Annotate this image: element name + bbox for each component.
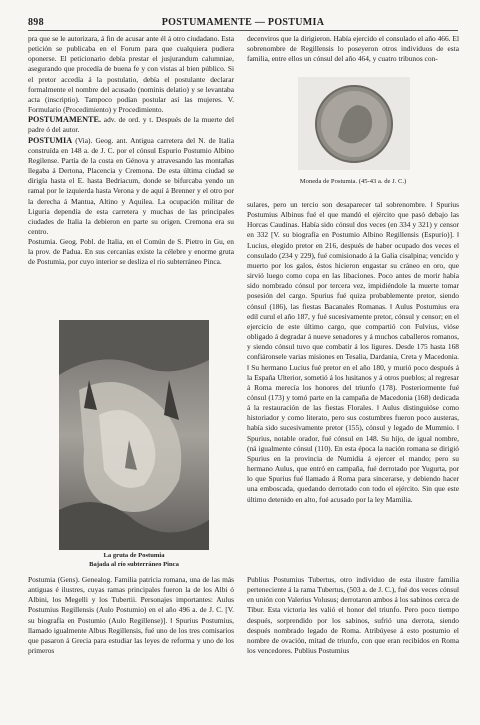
photo-caption [40, 552, 228, 569]
coin-illustration [298, 77, 410, 170]
right-column-middle [247, 200, 459, 570]
running-title: POSTUMAMENTE — POSTUMIA [161, 17, 325, 28]
cave-photograph [59, 320, 209, 550]
left-column-bottom [28, 575, 234, 656]
entry-postumia-geog: Postumia. Geog. Pobl. de Italia, en el Común de S. Pietro in Gu, en la prov. de Padua. En sus cercanías existe la célebre y enorme gruta de Postumia, por cuyo interior se desliza el río subterráneo Pinca. [28, 237, 234, 267]
paragraph-postumii: sulares, pero un tercio son desaparecer tal sobrenombre. ‖ Spurius Postumius Albinus fué el que mandó el ejército que pasó debajo las Horcas Caudinas. Había sido cónsul dos veces (en 334 y 321) y censor en 332 [V. su biografía en Postumio Albino Regillensis (Espurio)]. ‖ Lucius, elegido pretor en 216, después de haber ocupado dos veces el consulado (234 y 229), fué comisionado á la Galia cisalpina; vencido y muerto por los galos, éstos hicieron engastar su cráneo en oro, que sirvió luego como copa en las libaciones. Poco antes de morir había sido nombrado cónsul por tercera vez, impidiéndole la muerte tomar posesión del cargo. Spurius fué quiza probablemente pretor, siendo cónsul (186), las fiestas Bacanales Romanas. ‖ Aulus Postumius era edil curul el año 187, y fué sucesivamente pretor, cónsul y censor; en el ejercicio de este último cargo, que compartió con Fulvius, vióse obligado á degradar á nueve senadores y á muchos caballeros romanos, y siendo cónsul tuvo que combatir á los ligures. Desde 175 hasta 168 confiáronsele varias misiones en Tesalia, Dardania, Creta y Macedonia. ‖ Su hermano Lucius fué pretor en el año 180, y murió poco después á la España Ulterior, sometió á los lusitanos y á otros pueblos; al regresar á Roma merecía los honores del triunfo (178). Posteriormente fué cónsul (173) y tomó parte en la campaña de Macedonia (168) dedicada á la restauración de las fiestas Florales. ‖ Aulus distinguióse como historiador y como literato, pero sus costumbres fueron poco austeras, había sido sucesivamente pretor (155), cónsul y legado de Mummio. ‖ Spurius, notable orador, fué cónsul en 148. Su hijo, de igual nombre, (ná igualmente cónsul (110). En esta época la nación romana se dirigió Spurius en la provincia de Numidia á ejercer el mando; pero su hermano Aulus, que entró en campaña, fué derrotado por Yugurta, por lo que Spurius fué llamado á Roma para sincerarse, y debiendo hacer una emboscada, quedando derrotado con todo el ejército. Sin que este último detenido en alto, fué acusado por la ley Mamilia. [247, 200, 459, 504]
photo-caption-line2: Bajada al río subterráneo Pinca [89, 560, 179, 568]
entry-text: adv. de ord. y t. Después de la muerte del padre ó del autor. [28, 115, 234, 135]
entry-head: POSTUMAMENTE. [28, 115, 102, 125]
page-number: 898 [28, 17, 44, 28]
entry-postumia-via [28, 136, 234, 238]
page-header [28, 17, 458, 31]
paragraph-decenviros: decenviros que la dirigieron. Había ejercido el consulado el año 466. El sobrenombre de Regillensis lo poseyeron otros individuos de esta familia, entre ellos un cónsul del año 464, y cuatro tribunos con- [247, 34, 459, 64]
paragraph-postulatio: pra que se le autorizara, á fin de acusar ante él á otro ciudadano. Esta petición se publicaba en el Forum para que cualquiera pudiera oponerse. El peticionario debía prestar el jusjurandum calumniae, asegurando que procedía de buena fe y con vistas al bien público. Si el pretor accedía á la postulatio, debía el postulante declarar formalmente el nombre del acusado (nominis delatio) y se levantaba acta (inscriptio). Tampoco podían postular así las mujeres. V. Formulario (Procedimiento) y Procedimiento. [28, 34, 234, 115]
entry-postumia-gens: Postumia (Gens). Genealog. Familia patricia romana, una de las más antiguas é ilustres, cuyas ramas principales fueron la de los Albi ó Albini, los Megelli y los Tubertii. Personajes importantes: Aulus Postumius Regillensis (Aulo Postumio) en el año 496 a. de J. C. [V. su biografía en Postumio (Aulo Regillense)]. ‖ Spurius Postumius, llamado igualmente Albus Regillensis, fué uno de los tres comisarios que pasaron á Grecia para estudiar las leyes de reforma y uno de los primeros [28, 575, 234, 656]
paragraph-tubertus: Publius Postumius Tubertus, otro individuo de esta ilustre familia perteneciente á la rama Tubertus, (503 a. de J. C.), fué dos veces cónsul en unión con Valerius Volusus; derrotaron ambos á los sabinos cerca de Tibur. Esta victoria les valió el honor del triunfo. Pero poco tiempo después, sorprendido por los sabinos, sufrió una derrota, siendo después nombrado legado de Roma. Atribúyese á esto postumio el nombre de ovación, mitad de triunfo, con que eran recibidos en Roma los vencedores. Publius Postumius [247, 575, 459, 656]
header-rule [28, 30, 458, 31]
right-column-bottom [247, 575, 459, 656]
entry-head: POSTUMIA [28, 135, 73, 145]
cave-photo-image [59, 320, 209, 550]
coin-caption: Moneda de Postumia. (45-43 a. de J. C.) [299, 178, 407, 185]
coin-image [298, 77, 410, 170]
entry-postumamente [28, 115, 234, 135]
left-column [28, 34, 234, 268]
photo-caption-line1: La gruta de Postumia [103, 552, 165, 559]
right-column [247, 34, 459, 64]
entry-text: (Via). Geog. ant. Antigua carretera del N. de Italia construída en 148 a. de J. C. por el cónsul Espurio Postumio Albino Regilense. Partía de la costa en Génova y atravesando las montañas llegaba á Dertona, Placencia y Cremona. De esta última ciudad se dirigía hasta el E. hasta Bedriacum, donde se bifurcaba yendo un ramal por le izquierda hasta Verona y de aquí á Brenner y el otro por la derecha á Mantua, Altino y Aquilea. La ocupación militar de Liguria dependía de esta carretera y muchas de las principales ciudades de Italia la debieron en parte su origen. Cremona era su centro. [28, 135, 234, 236]
